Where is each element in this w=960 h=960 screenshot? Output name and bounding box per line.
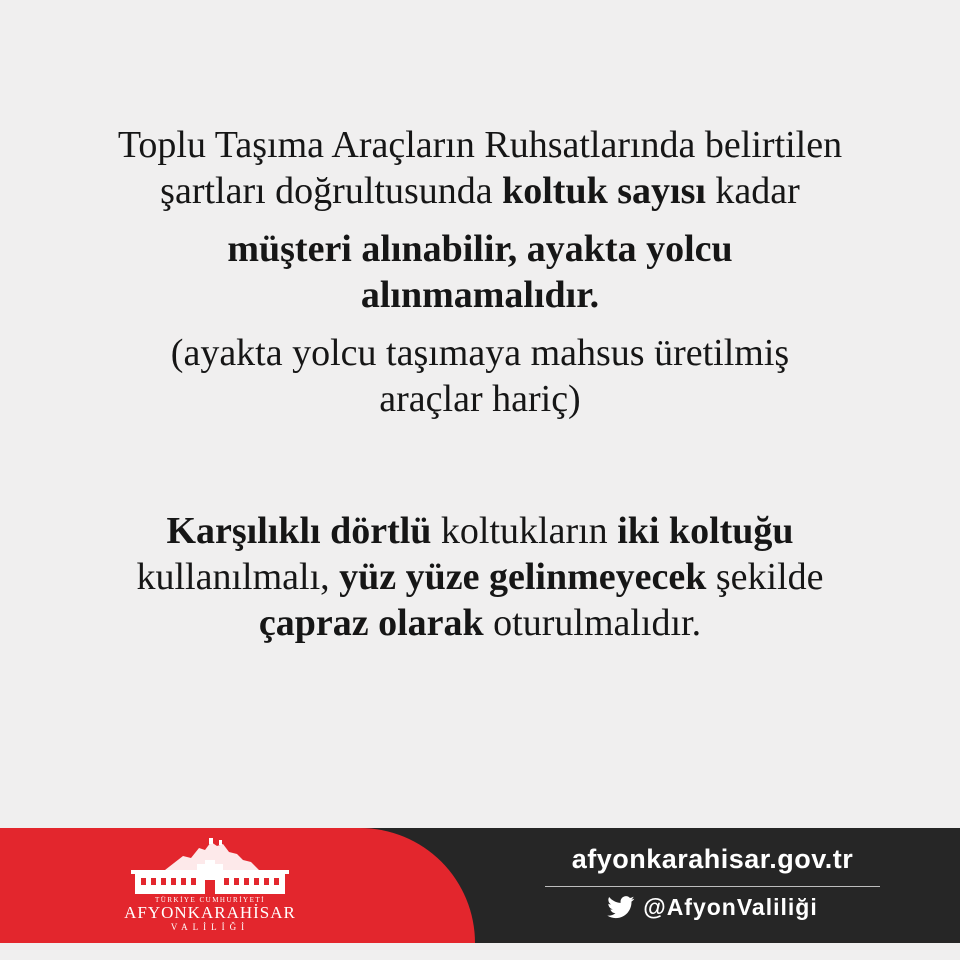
footer-bar	[0, 828, 960, 943]
text-line-7: Karşılıklı dörtlü koltukların iki koltuğu	[166, 510, 794, 552]
footer-divider	[545, 886, 880, 887]
text-line-2: şartları doğrultusunda koltuk sayısı kadar	[160, 170, 800, 212]
announcement-text	[0, 122, 960, 646]
text-line-6: araçlar hariç)	[379, 378, 581, 420]
twitter-handle-text: @AfyonValiliği	[643, 894, 818, 920]
text-line-8: kullanılmalı, yüz yüze gelinmeyecek şekilde	[136, 556, 824, 598]
bold-seat-count: koltuk sayısı	[502, 170, 706, 212]
logo-republic-text: TÜRKİYE CUMHURİYETİ	[155, 896, 265, 904]
text-line-9: çapraz olarak oturulmalıdır.	[258, 602, 702, 644]
text-line-1: Toplu Taşıma Araçların Ruhsatlarında belirtilen	[117, 124, 843, 166]
castle-building-icon	[125, 834, 295, 898]
text-line-4: alınmamalıdır.	[360, 274, 600, 316]
website-link[interactable]: afyonkarahisar.gov.tr	[571, 844, 854, 874]
text-line-5: (ayakta yolcu taşımaya mahsus üretilmiş	[170, 332, 790, 374]
text-line-3: müşteri alınabilir, ayakta yolcu	[227, 228, 733, 270]
twitter-bird-icon	[607, 896, 635, 919]
logo-governorship-text: VALİLİĞİ	[170, 922, 250, 932]
governorship-logo	[120, 834, 300, 944]
twitter-handle-link[interactable]	[545, 894, 880, 921]
logo-city-name: AFYONKARAHİSAR	[124, 903, 296, 922]
